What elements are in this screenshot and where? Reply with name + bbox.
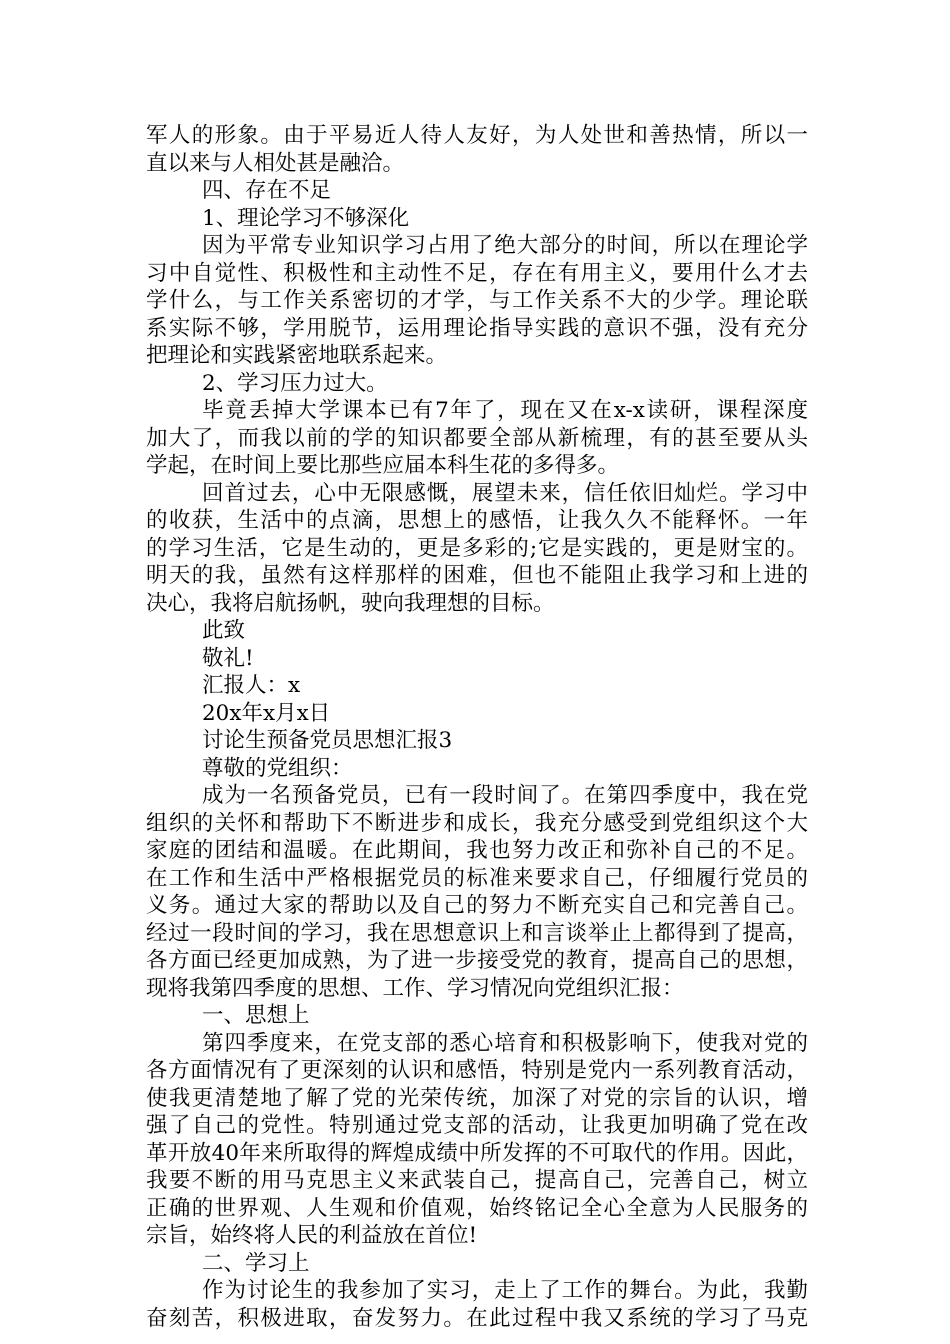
document-body	[146, 122, 808, 1332]
text-line: 汇报人：x	[202, 673, 301, 698]
text-line: 的学习生活，它是生动的，更是多彩的;它是实践的，更是财宝的。	[146, 535, 808, 561]
text-line: 在工作和生活中严格根据党员的标准来要求自己，仔细履行党员的	[146, 865, 808, 891]
text-line: 毕竟丢掉大学课本已有7年了，现在又在x-x读研，课程深度	[202, 398, 808, 423]
text-line: 的收获，生活中的点滴，思想上的感悟，让我久久不能释怀。一年	[146, 508, 808, 533]
text-line: 革开放40年来所取得的辉煌成绩中所发挥的不可取代的作用。因此，	[146, 1140, 808, 1166]
text-line: 正确的世界观、人生观和价值观，始终铭记全心全意为人民服务的	[146, 1195, 808, 1221]
text-line: 2、学习压力过大。	[202, 370, 388, 396]
text-line: 第四季度来，在党支部的悉心培育和积极影响下，使我对党的	[202, 1030, 808, 1056]
text-line: 讨论生预备党员思想汇报3	[202, 728, 453, 753]
text-line: 学起，在时间上要比那些应届本科生花的多得多。	[146, 453, 620, 478]
text-line: 我要不断的用马克思主义来武装自己，提高自己，完善自己，树立	[146, 1168, 808, 1193]
text-line: 20x年x月x日	[202, 700, 331, 726]
text-line: 决心，我将启航扬帆，驶向我理想的目标。	[146, 590, 555, 616]
text-line: 习中自觉性、积极性和主动性不足，存在有用主义，要用什么才去	[146, 260, 808, 286]
text-line: 敬礼!	[202, 645, 254, 671]
text-line: 家庭的团结和温暖。在此期间，我也努力改正和弥补自己的不足。	[146, 838, 808, 863]
text-line: 各方面已经更加成熟，为了进一步接受党的教育，提高自己的思想，	[146, 948, 808, 973]
text-line: 军人的形象。由于平易近人待人友好，为人处世和善热情，所以一	[146, 123, 808, 148]
text-line: 义务。通过大家的帮助以及自己的努力不断充实自己和完善自己。	[146, 893, 808, 918]
text-line: 加大了，而我以前的学的知识都要全部从新梳理，有的甚至要从头	[146, 425, 808, 451]
text-line: 四、存在不足	[202, 178, 332, 203]
text-line: 此致	[202, 618, 246, 643]
text-line: 系实际不够，学用脱节，运用理论指导实践的意识不强，没有充分	[146, 315, 808, 341]
text-line: 宗旨，始终将人民的利益放在首位!	[146, 1223, 478, 1248]
text-line: 回首过去，心中无限感慨，展望未来，信任依旧灿烂。学习中	[202, 480, 808, 506]
text-line: 使我更清楚地了解了党的光荣传统，加深了对党的宗旨的认识，增	[146, 1085, 808, 1111]
text-line: 明天的我，虽然有这样那样的困难，但也不能阻止我学习和上进的	[146, 563, 808, 588]
text-line: 学什么，与工作关系密切的才学，与工作关系不大的少学。理论联	[146, 288, 808, 313]
text-line: 经过一段时间的学习，我在思想意识上和言谈举止上都得到了提高，	[146, 920, 808, 946]
text-line: 因为平常专业知识学习占用了绝大部分的时间，所以在理论学	[202, 233, 808, 258]
text-line: 强了自己的党性。特别通过党支部的活动，让我更加明确了党在改	[146, 1113, 808, 1138]
text-line: 直以来与人相处甚是融洽。	[146, 150, 405, 176]
text-line: 作为讨论生的我参加了实习，走上了工作的舞台。为此，我勤	[202, 1278, 808, 1303]
text-line: 奋刻苦，积极进取，奋发努力。在此过程中我又系统的学习了马克	[146, 1305, 808, 1331]
text-line: 二、学习上	[202, 1250, 310, 1276]
text-line: 一、思想上	[202, 1003, 310, 1028]
text-line: 尊敬的党组织：	[202, 755, 353, 781]
text-line: 把理论和实践紧密地联系起来。	[146, 343, 448, 368]
text-line: 1、理论学习不够深化	[202, 205, 410, 231]
text-line: 现将我第四季度的思想、工作、学习情况向党组织汇报：	[146, 975, 684, 1001]
text-line: 成为一名预备党员，已有一段时间了。在第四季度中，我在党	[202, 783, 808, 808]
text-line: 各方面情况有了更深刻的认识和感悟，特别是党内一系列教育活动，	[146, 1058, 808, 1083]
text-line: 组织的关怀和帮助下不断进步和成长，我充分感受到党组织这个大	[146, 810, 808, 836]
